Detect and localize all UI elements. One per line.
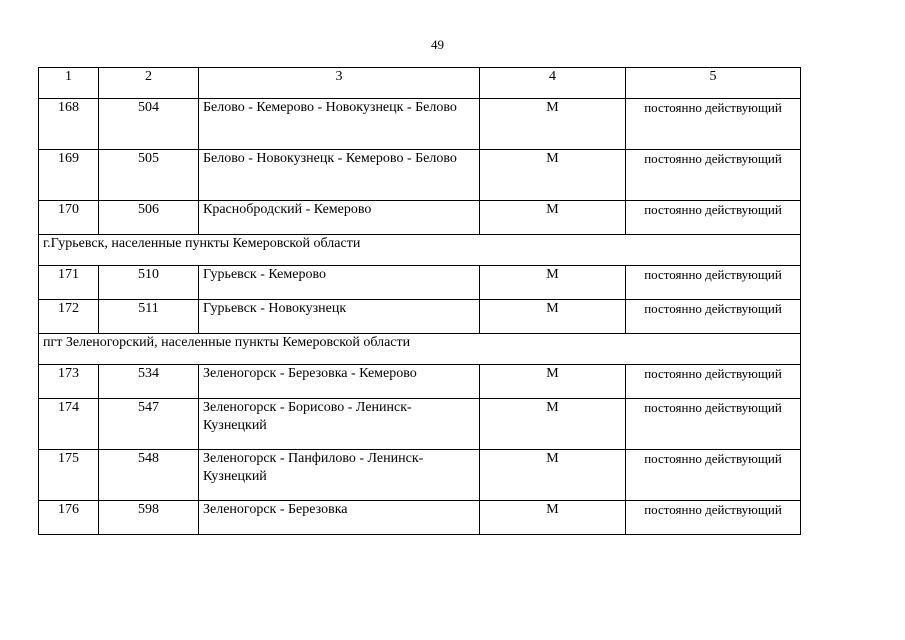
routes-table	[38, 67, 801, 535]
header-cell-1: 1	[39, 68, 99, 99]
table-row	[39, 99, 801, 150]
route-name: Гурьевск - Новокузнецк	[199, 300, 480, 334]
route-status: постоянно действующий	[626, 300, 801, 334]
header-cell-2: 2	[99, 68, 199, 99]
route-name: Гурьевск - Кемерово	[199, 266, 480, 300]
route-number: 174	[39, 399, 99, 450]
table-row	[39, 365, 801, 399]
route-status: постоянно действующий	[626, 266, 801, 300]
route-status: постоянно действующий	[626, 150, 801, 201]
route-name: Краснобродский - Кемерово	[199, 201, 480, 235]
table-row	[39, 450, 801, 501]
route-number: 175	[39, 450, 99, 501]
route-status: постоянно действующий	[626, 365, 801, 399]
route-status: постоянно действующий	[626, 399, 801, 450]
section-title: г.Гурьевск, населенные пункты Кемеровской области	[39, 235, 801, 266]
route-kind: М	[480, 399, 626, 450]
route-code: 504	[99, 99, 199, 150]
route-name: Белово - Новокузнецк - Кемерово - Белово	[199, 150, 480, 201]
route-number: 173	[39, 365, 99, 399]
table-row	[39, 300, 801, 334]
route-number: 176	[39, 501, 99, 535]
route-code: 511	[99, 300, 199, 334]
route-number: 172	[39, 300, 99, 334]
route-number: 170	[39, 201, 99, 235]
table-row	[39, 266, 801, 300]
route-kind: М	[480, 300, 626, 334]
route-code: 534	[99, 365, 199, 399]
route-code: 505	[99, 150, 199, 201]
route-code: 506	[99, 201, 199, 235]
route-name: Зеленогорск - Панфилово - Ленинск-Кузнецкий	[199, 450, 480, 501]
route-kind: М	[480, 99, 626, 150]
route-name: Белово - Кемерово - Новокузнецк - Белово	[199, 99, 480, 150]
table-row	[39, 150, 801, 201]
route-code: 510	[99, 266, 199, 300]
route-code: 547	[99, 399, 199, 450]
route-status: постоянно действующий	[626, 201, 801, 235]
table-row	[39, 501, 801, 535]
route-kind: М	[480, 201, 626, 235]
section-row	[39, 235, 801, 266]
route-name: Зеленогорск - Березовка - Кемерово	[199, 365, 480, 399]
header-row	[39, 68, 801, 99]
route-code: 598	[99, 501, 199, 535]
route-kind: М	[480, 266, 626, 300]
route-status: постоянно действующий	[626, 501, 801, 535]
route-kind: М	[480, 450, 626, 501]
route-number: 168	[39, 99, 99, 150]
table-row	[39, 201, 801, 235]
table-row	[39, 399, 801, 450]
route-kind: М	[480, 365, 626, 399]
route-number: 169	[39, 150, 99, 201]
route-name: Зеленогорск - Борисово - Ленинск-Кузнецкий	[199, 399, 480, 450]
section-title: пгт Зеленогорский, населенные пункты Кемеровской области	[39, 334, 801, 365]
route-kind: М	[480, 150, 626, 201]
route-name: Зеленогорск - Березовка	[199, 501, 480, 535]
header-cell-5: 5	[626, 68, 801, 99]
route-kind: М	[480, 501, 626, 535]
header-cell-3: 3	[199, 68, 480, 99]
route-status: постоянно действующий	[626, 99, 801, 150]
route-status: постоянно действующий	[626, 450, 801, 501]
page-number: 49	[431, 37, 444, 52]
route-number: 171	[39, 266, 99, 300]
route-code: 548	[99, 450, 199, 501]
section-row	[39, 334, 801, 365]
header-cell-4: 4	[480, 68, 626, 99]
